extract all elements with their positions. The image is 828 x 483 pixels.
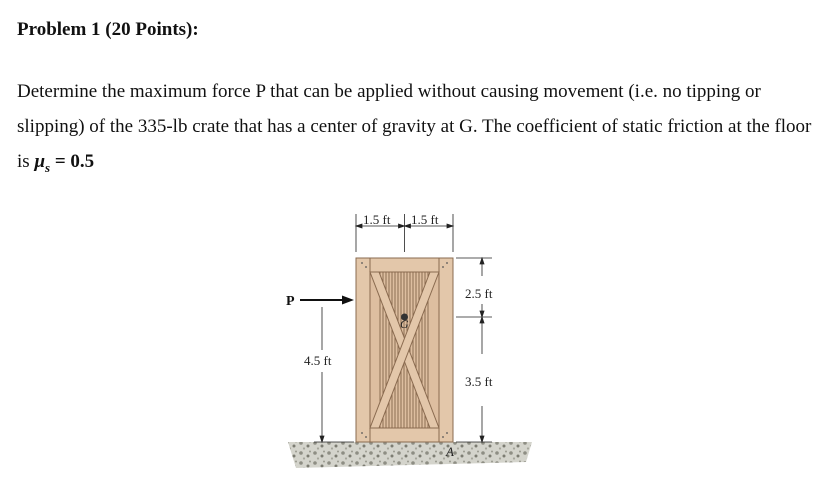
friction-value: = 0.5: [50, 151, 95, 172]
dim-left-label: 4.5 ft: [304, 353, 332, 368]
force-arrow: [300, 296, 354, 305]
problem-heading: Problem 1 (20 Points):: [17, 19, 199, 40]
problem-text: Determine the maximum force P that can be applied without causing movement (i.e. no tipping or slipping) of the 335-lb crate that has a center of gravity at G. The coefficient of static friction at the floor is: [17, 81, 812, 172]
cg-label: G: [400, 317, 409, 331]
friction-symbol: $\mu_s$: [34, 151, 51, 175]
crate-figure: [270, 200, 550, 480]
dim-right-lower-label: 3.5 ft: [465, 374, 493, 389]
corner-label: A: [446, 444, 454, 459]
dim-right-upper-label: 2.5 ft: [465, 286, 493, 301]
problem-statement: [17, 74, 817, 185]
crate: [356, 258, 453, 442]
ground: [288, 442, 532, 468]
dim-top-left-label: 1.5 ft: [363, 212, 391, 227]
force-label: P: [286, 294, 295, 309]
left-dimension: [314, 307, 354, 442]
dim-top-right-label: 1.5 ft: [411, 212, 439, 227]
